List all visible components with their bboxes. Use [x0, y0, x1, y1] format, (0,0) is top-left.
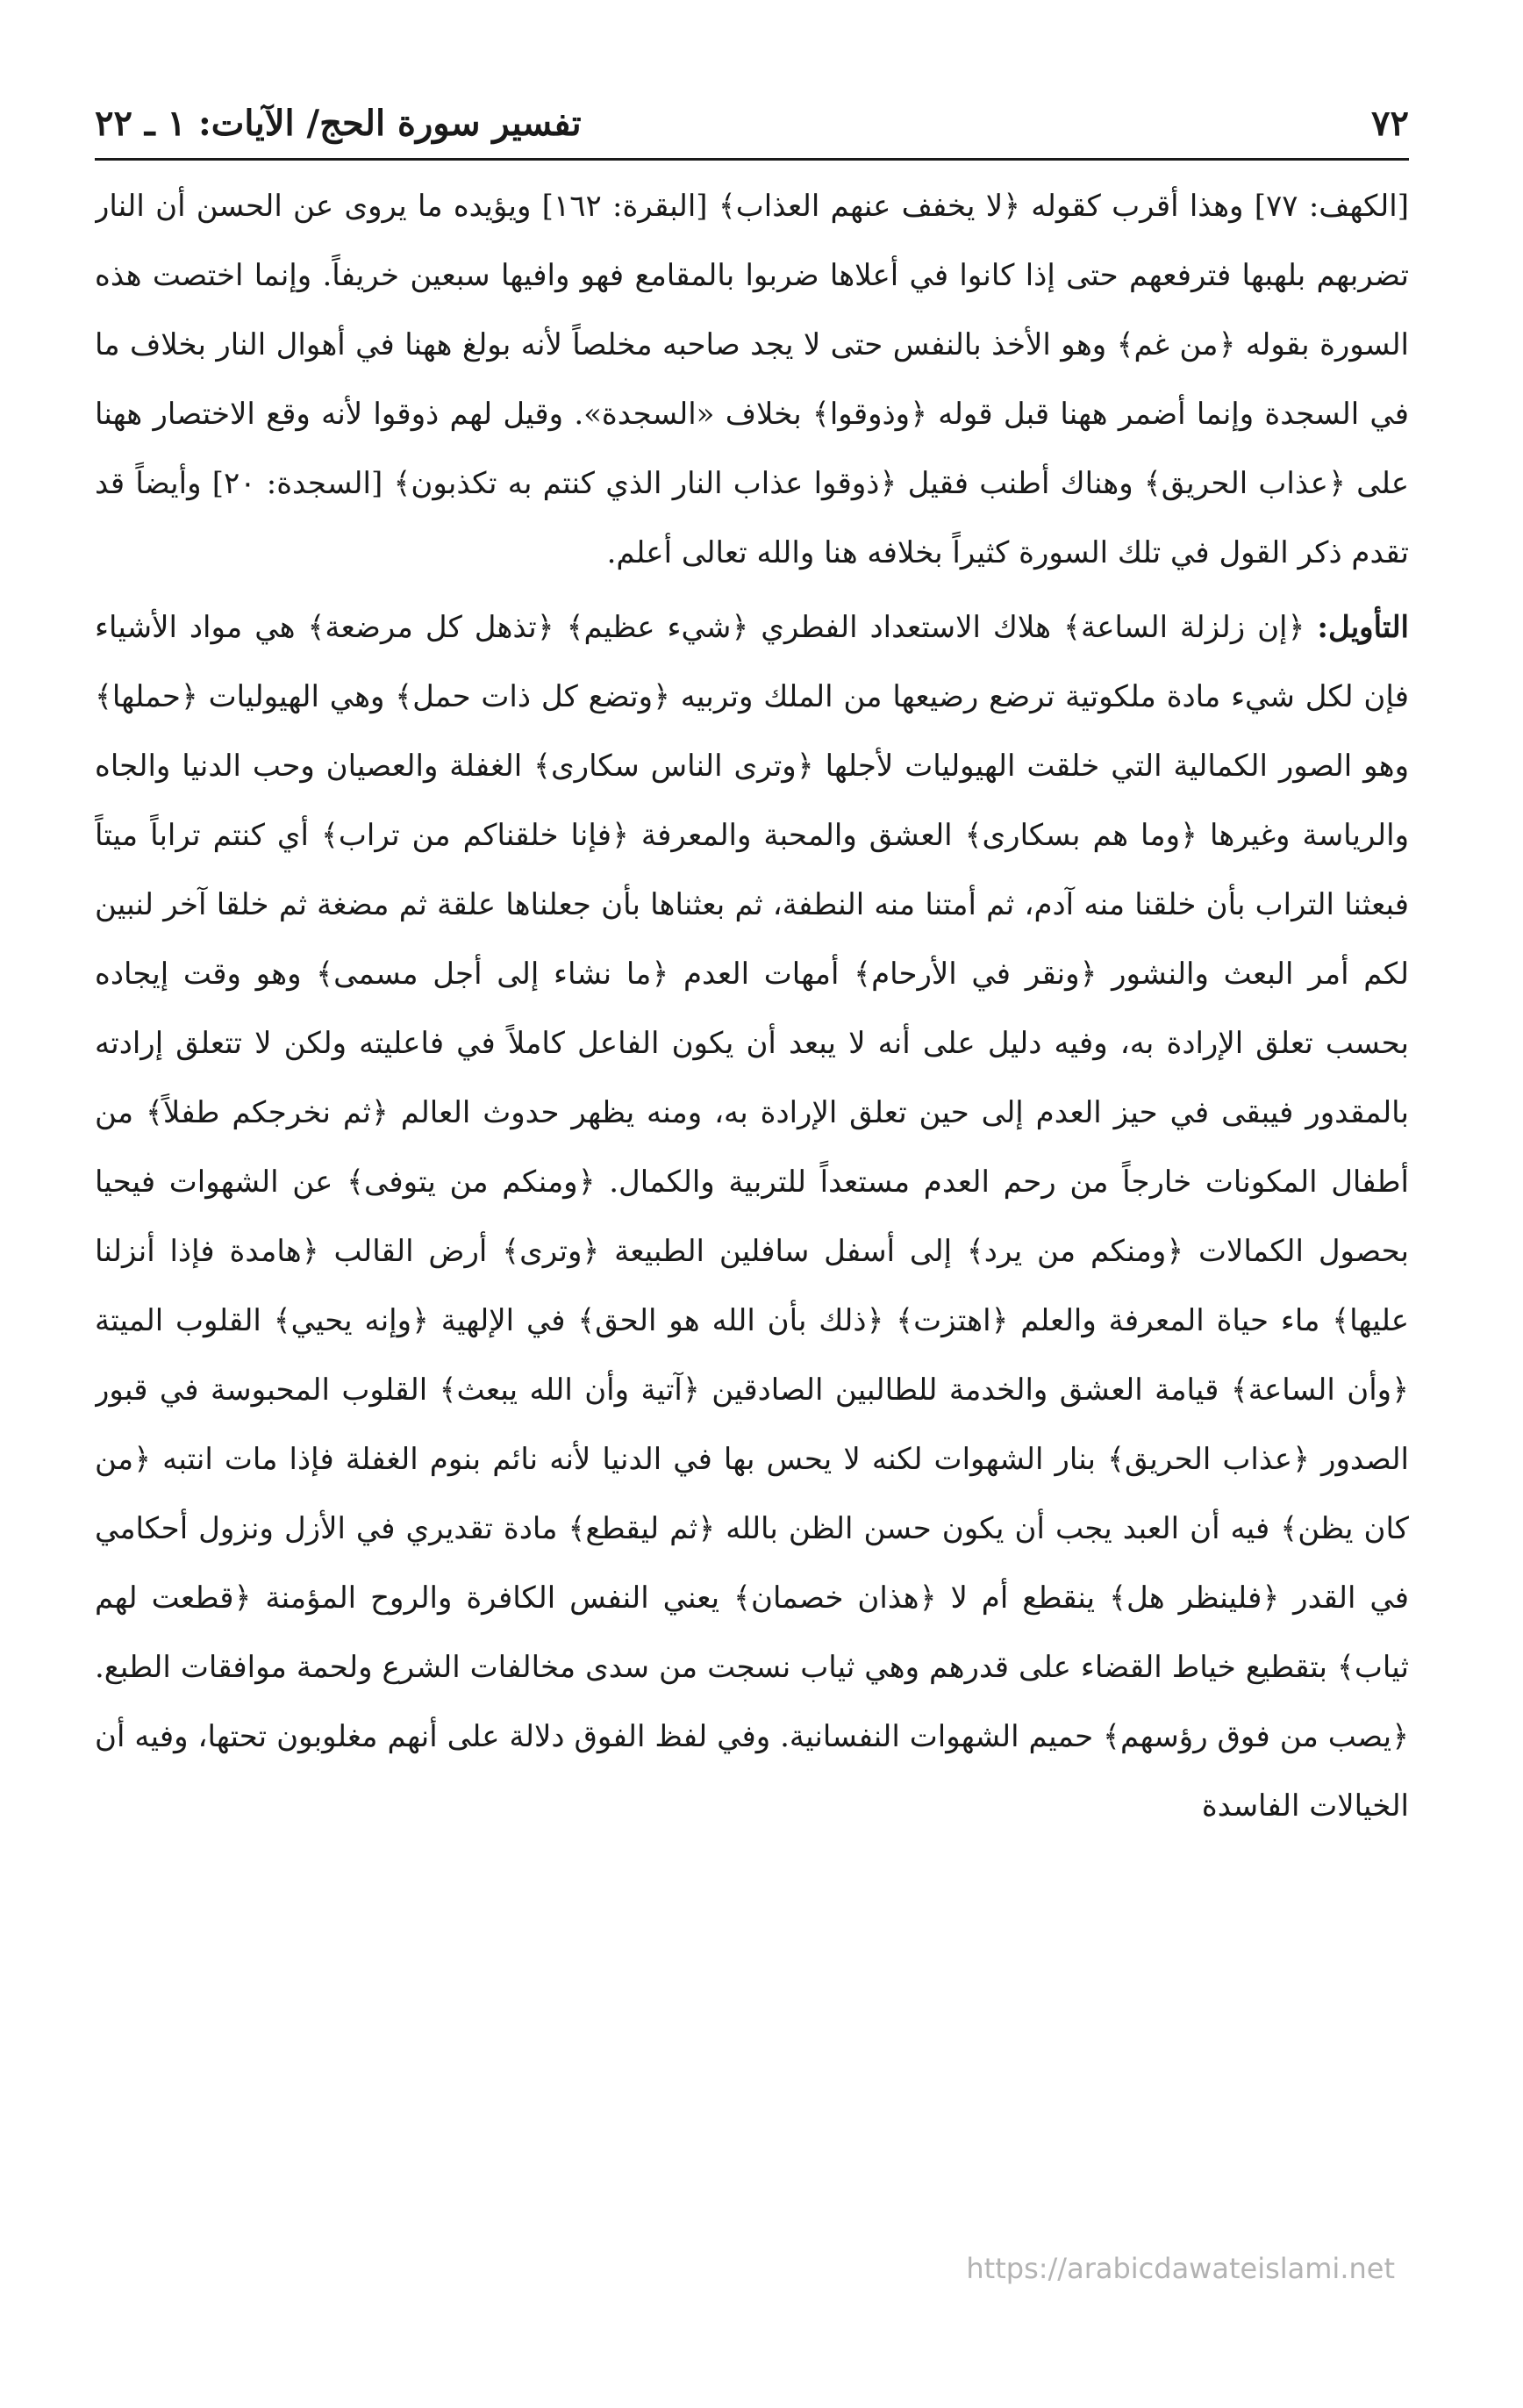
paragraph-1: [الكهف: ٧٧] وهذا أقرب كقوله ﴿لا يخفف عنهم العذاب﴾ [البقرة: ١٦٢] ويؤيده ما يروى عن الحسن أن النار تضربهم بلهبها فترفعهم حتى إذا كانوا في أعلاها ضربوا بالمقامع فهو وافيها سبعين خريفاً. وإنما اختصت هذه السورة بقوله ﴿من غم﴾ وهو الأخذ بالنفس حتى لا يجد صاحبه مخلصاً لأنه بولغ ههنا في أهوال النار بخلاف ما في السجدة وإنما أضمر ههنا قبل قوله ﴿وذوقوا﴾ بخلاف «السجدة». وقيل لهم ذوقوا لأنه وقع الاختصار ههنا على ﴿عذاب الحريق﴾ وهناك أطنب فقيل ﴿ذوقوا عذاب النار الذي كنتم به تكذبون﴾ [السجدة: ٢٠] وأيضاً قد تقدم ذكر القول في تلك السورة كثيراً بخلافه هنا والله تعالى أعلم.	[95, 189, 1409, 570]
paragraph-2-text: ﴿إن زلزلة الساعة﴾ هلاك الاستعداد الفطري ﴿شيء عظيم﴾ ﴿تذهل كل مرضعة﴾ هي مواد الأشياء فإن لكل شيء مادة ملكوتية ترضع رضيعها من الملك وتربيه ﴿وتضع كل ذات حمل﴾ وهي الهيوليات ﴿حملها﴾ وهو الصور الكمالية التي خلقت الهيوليات لأجلها ﴿وترى الناس سكارى﴾ الغفلة والعصيان وحب الدنيا والجاه والرياسة وغيرها ﴿وما هم بسكارى﴾ العشق والمحبة والمعرفة ﴿فإنا خلقناكم من تراب﴾ أي كنتم تراباً ميتاً فبعثنا التراب بأن خلقنا منه آدم، ثم أمتنا منه النطفة، ثم بعثناها بأن جعلناها علقة ثم مضغة ثم خلقا آخر لنبين لكم أمر البعث والنشور ﴿ونقر في الأرحام﴾ أمهات العدم ﴿ما نشاء إلى أجل مسمى﴾ وهو وقت إيجاده بحسب تعلق الإرادة به، وفيه دليل على أنه لا يبعد أن يكون الفاعل كاملاً في فاعليته ولكن لا تتعلق إرادته بالمقدور فيبقى في حيز العدم إلى حين تعلق الإرادة به، ومنه يظهر حدوث العالم ﴿ثم نخرجكم طفلاً﴾ من أطفال المكونات خارجاً من رحم العدم مستعداً للتربية والكمال. ﴿ومنكم من يتوفى﴾ عن الشهوات فيحيا بحصول الكمالات ﴿ومنكم من يرد﴾ إلى أسفل سافلين الطبيعة ﴿وترى﴾ أرض القالب ﴿هامدة فإذا أنزلنا عليها﴾ ماء حياة المعرفة والعلم ﴿اهتزت﴾ ﴿ذلك بأن الله هو الحق﴾ في الإلهية ﴿وإنه يحيي﴾ القلوب الميتة ﴿وأن الساعة﴾ قيامة العشق والخدمة للطالبين الصادقين ﴿آتية وأن الله يبعث﴾ القلوب المحبوسة في قبور الصدور ﴿عذاب الحريق﴾ بنار الشهوات لكنه لا يحس بها في الدنيا لأنه نائم بنوم الغفلة فإذا مات انتبه ﴿من كان يظن﴾ فيه أن العبد يجب أن يكون حسن الظن بالله ﴿ثم ليقطع﴾ مادة تقديري في الأزل ونزول أحكامي في القدر ﴿فلينظر هل﴾ ينقطع أم لا ﴿هذان خصمان﴾ يعني النفس الكافرة والروح المؤمنة ﴿قطعت لهم ثياب﴾ بتقطيع خياط القضاء على قدرهم وهي ثياب نسجت من سدى مخالفات الشرع ولحمة موافقات الطبع. ﴿يصب من فوق رؤسهم﴾ حميم الشهوات النفسانية. وفي لفظ الفوق دلالة على أنهم مغلوبون تحتها، وفيه أن الخيالات الفاسدة	[95, 610, 1409, 1824]
paragraph-2-lead: التأويل:	[1317, 610, 1409, 645]
running-title: تفسير سورة الحج/ الآيات: ١ ـ ٢٢	[95, 102, 582, 144]
page-header	[95, 91, 1409, 154]
body-text	[95, 172, 1409, 2225]
paragraph-2	[95, 593, 1409, 1841]
page-number: ٧٢	[1371, 102, 1409, 144]
watermark-url: https://arabicdawateislami.net	[966, 2252, 1395, 2285]
header-rule	[95, 158, 1409, 161]
